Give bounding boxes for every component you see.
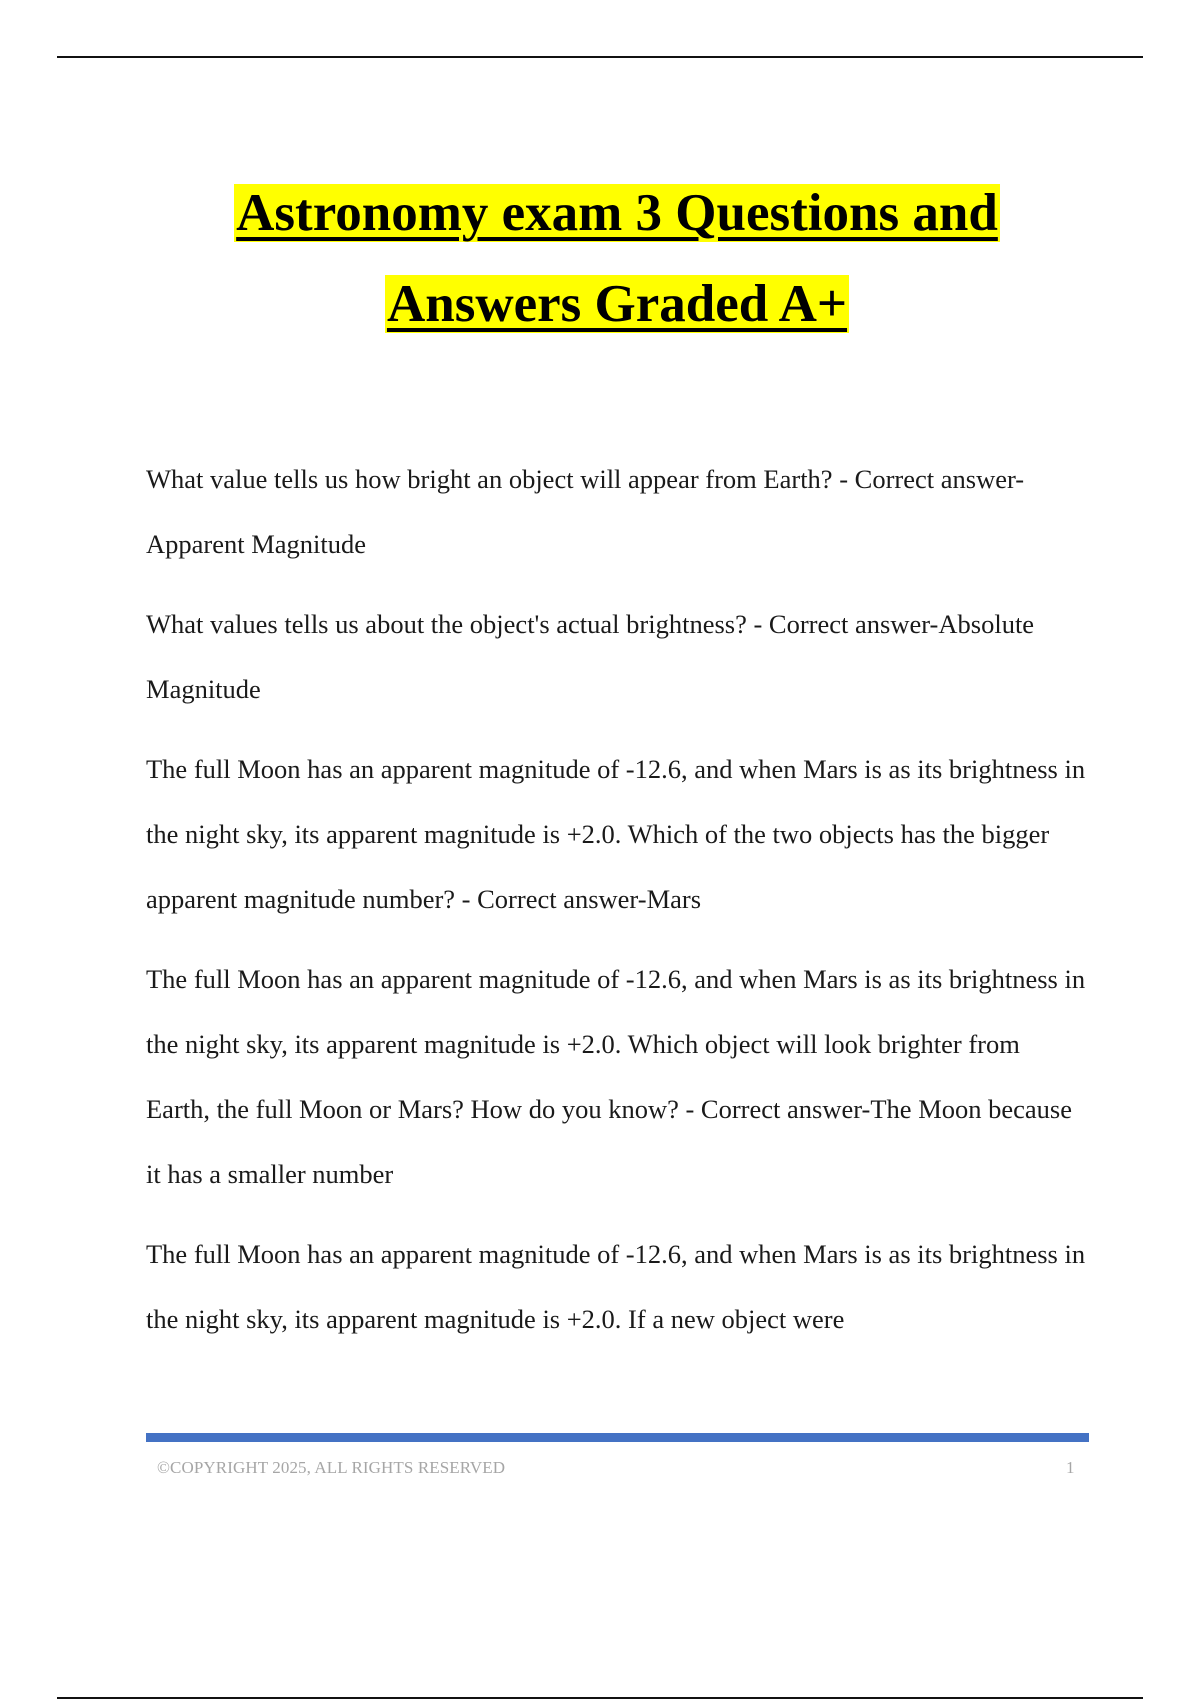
answer-text: Absolute Magnitude [146,609,1035,704]
qa-item [146,947,1090,1207]
title-highlight-1: Astronomy exam 3 Questions and [236,184,998,242]
answer-prefix: - Correct answer- [746,609,939,639]
qa-item [146,737,1090,932]
top-rule [57,56,1143,58]
question-text: The full Moon has an apparent magnitude of -12.6, and when Mars is as its brightness in the night sky, its apparent magnitude is +2.0. Which object will look brighter from Earth, the full Moon or Mars? How do you know? [146,964,1086,1124]
answer-prefix: - Correct answer- [678,1094,871,1124]
title-highlight-2: Answers Graded A+ [386,275,848,333]
question-text: The full Moon has an apparent magnitude of -12.6, and when Mars is as its brightness in the night sky, its apparent magnitude is +2.0. If a new object were [146,1239,1086,1334]
question-text: What value tells us how bright an object will appear from Earth? [146,464,833,494]
qa-item [146,447,1090,577]
qa-list [146,447,1090,1367]
document-title [0,168,1200,350]
title-line-2 [0,259,1200,350]
answer-text: Apparent Magnitude [146,529,367,559]
answer-prefix: - Correct answer- [832,464,1025,494]
answer-prefix: - Correct answer- [455,884,647,914]
footer-bar [146,1433,1089,1442]
answer-text: Mars [646,884,702,914]
title-line-1 [0,168,1200,259]
page-number: 1 [1066,1458,1075,1477]
question-text: What values tells us about the object's actual brightness? [146,609,747,639]
qa-item [146,1222,1090,1352]
bottom-rule [57,1697,1143,1699]
footer-copyright: ©COPYRIGHT 2025, ALL RIGHTS RESERVED [157,1458,506,1477]
qa-item [146,592,1090,722]
answer-text: The Moon because it has a smaller number [146,1094,1072,1189]
question-text: The full Moon has an apparent magnitude of -12.6, and when Mars is as its brightness in the night sky, its apparent magnitude is +2.0. Which of the two objects has the bigger apparent magnitude number? [146,754,1086,914]
